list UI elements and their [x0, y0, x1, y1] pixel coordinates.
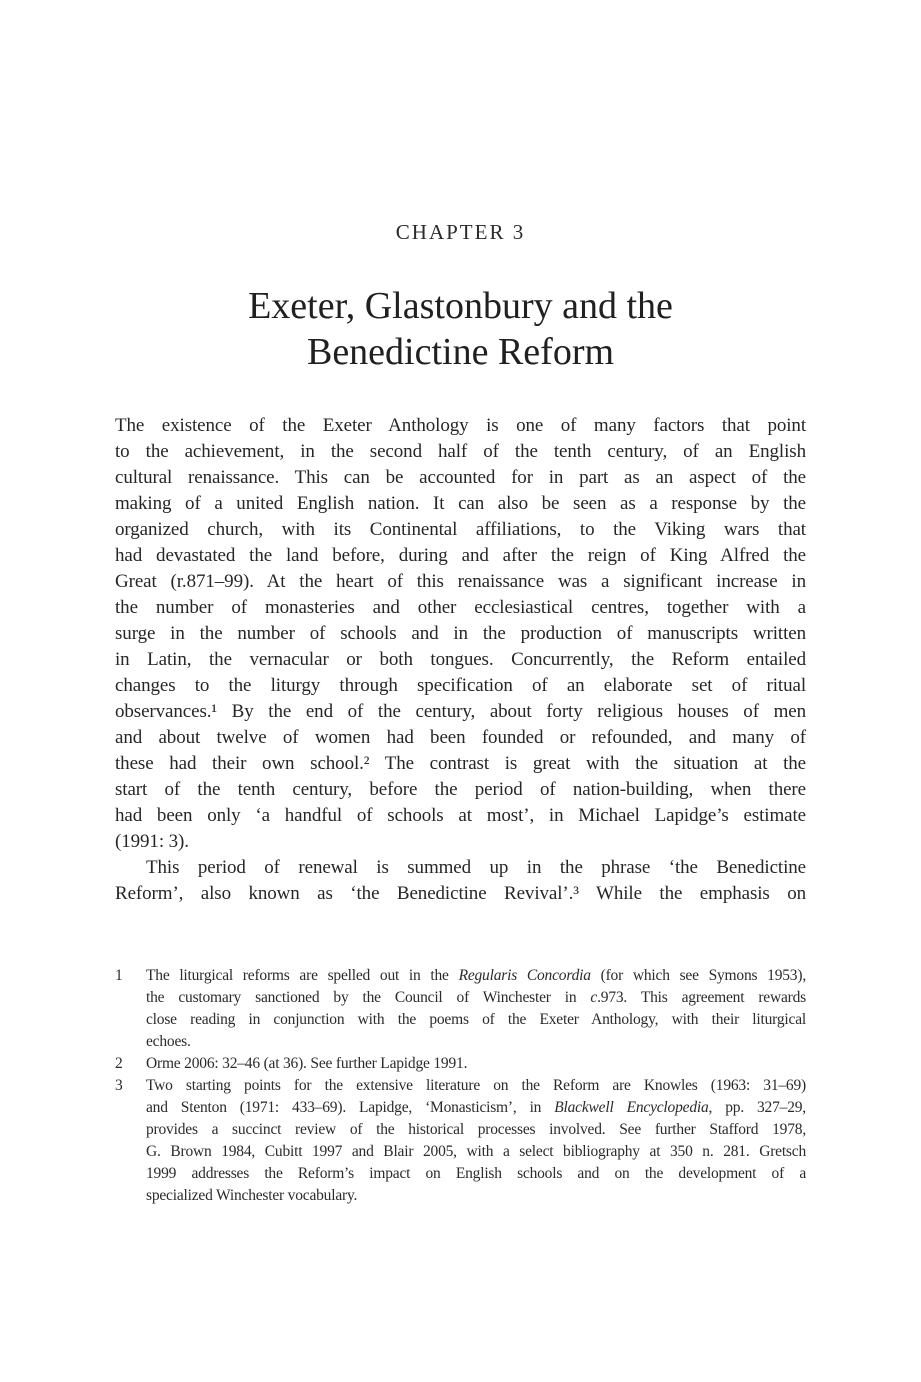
text-line: Two starting points for the extensive literature on the Reform are Knowles (1963: 31–69): [146, 1077, 806, 1094]
text-line: Reform’, also known as ‘the Benedictine Revival’.³ While the emphasis on: [115, 883, 806, 904]
text-line: and Stenton (1971: 433–69). Lapidge, ‘Monasticism’, in Blackwell Encyclopedia, pp. 327–29,: [146, 1099, 806, 1116]
text-line: cultural renaissance. This can be accounted for in part as an aspect of the: [115, 467, 806, 488]
text-line: The liturgical reforms are spelled out in the Regularis Concordia (for which see Symons 1953),: [146, 967, 806, 984]
text-line: The existence of the Exeter Anthology is one of many factors that point: [115, 415, 806, 436]
footnote: [115, 1053, 806, 1075]
footnote-text: [146, 965, 806, 1053]
text-line: G. Brown 1984, Cubitt 1997 and Blair 2005, with a select bibliography at 350 n. 281. Gretsch: [146, 1143, 806, 1160]
text-line: the number of monasteries and other ecclesiastical centres, together with a: [115, 597, 806, 618]
chapter-title: [0, 283, 921, 375]
footnote-text: [146, 1053, 806, 1075]
text-line: the customary sanctioned by the Council of Winchester in c.973. This agreement rewards: [146, 989, 807, 1006]
chapter-title-line-1: Exeter, Glastonbury and the: [248, 285, 673, 327]
paragraph: [115, 855, 806, 907]
text-line: echoes.: [146, 1033, 191, 1050]
footnotes: [115, 965, 806, 1207]
footnote-number: 2: [115, 1055, 123, 1072]
footnote-number: 3: [115, 1077, 123, 1094]
footnote: [115, 1075, 806, 1207]
text-line: This period of renewal is summed up in the phrase ‘the Benedictine: [146, 857, 806, 878]
text-line: had devastated the land before, during and after the reign of King Alfred the: [115, 545, 806, 566]
text-line: surge in the number of schools and in the production of manuscripts written: [115, 623, 806, 644]
paragraph: [115, 413, 806, 855]
text-line: Great (r.871–99). At the heart of this renaissance was a significant increase in: [115, 571, 806, 592]
footnote: [115, 965, 806, 1053]
text-line: had been only ‘a handful of schools at most’, in Michael Lapidge’s estimate: [115, 805, 806, 826]
text-line: making of a united English nation. It can also be seen as a response by the: [115, 493, 806, 514]
body-text: [115, 413, 806, 907]
text-line: observances.¹ By the end of the century, about forty religious houses of men: [115, 701, 806, 722]
text-line: Orme 2006: 32–46 (at 36). See further Lapidge 1991.: [146, 1055, 468, 1072]
text-line: and about twelve of women had been founded or refounded, and many of: [115, 727, 806, 748]
text-line: provides a succinct review of the historical processes involved. See further Stafford 1978,: [146, 1121, 806, 1138]
text-line: start of the tenth century, before the period of nation-building, when there: [115, 779, 806, 800]
text-line: changes to the liturgy through specification of an elaborate set of ritual: [115, 675, 806, 696]
text-line: close reading in conjunction with the poems of the Exeter Anthology, with their liturgical: [146, 1011, 806, 1028]
chapter-label: CHAPTER 3: [395, 220, 526, 244]
chapter-title-line-2: Benedictine Reform: [306, 331, 615, 373]
text-line: (1991: 3).: [115, 831, 189, 852]
footnote-number: 1: [115, 967, 123, 984]
text-line: 1999 addresses the Reform’s impact on English schools and on the development of a: [146, 1165, 806, 1182]
text-line: these had their own school.² The contrast is great with the situation at the: [115, 753, 806, 774]
footnote-text: [146, 1075, 806, 1207]
text-line: in Latin, the vernacular or both tongues. Concurrently, the Reform entailed: [115, 649, 806, 670]
text-line: to the achievement, in the second half of the tenth century, of an English: [115, 441, 806, 462]
text-line: specialized Winchester vocabulary.: [146, 1187, 358, 1204]
text-line: organized church, with its Continental affiliations, to the Viking wars that: [115, 519, 806, 540]
